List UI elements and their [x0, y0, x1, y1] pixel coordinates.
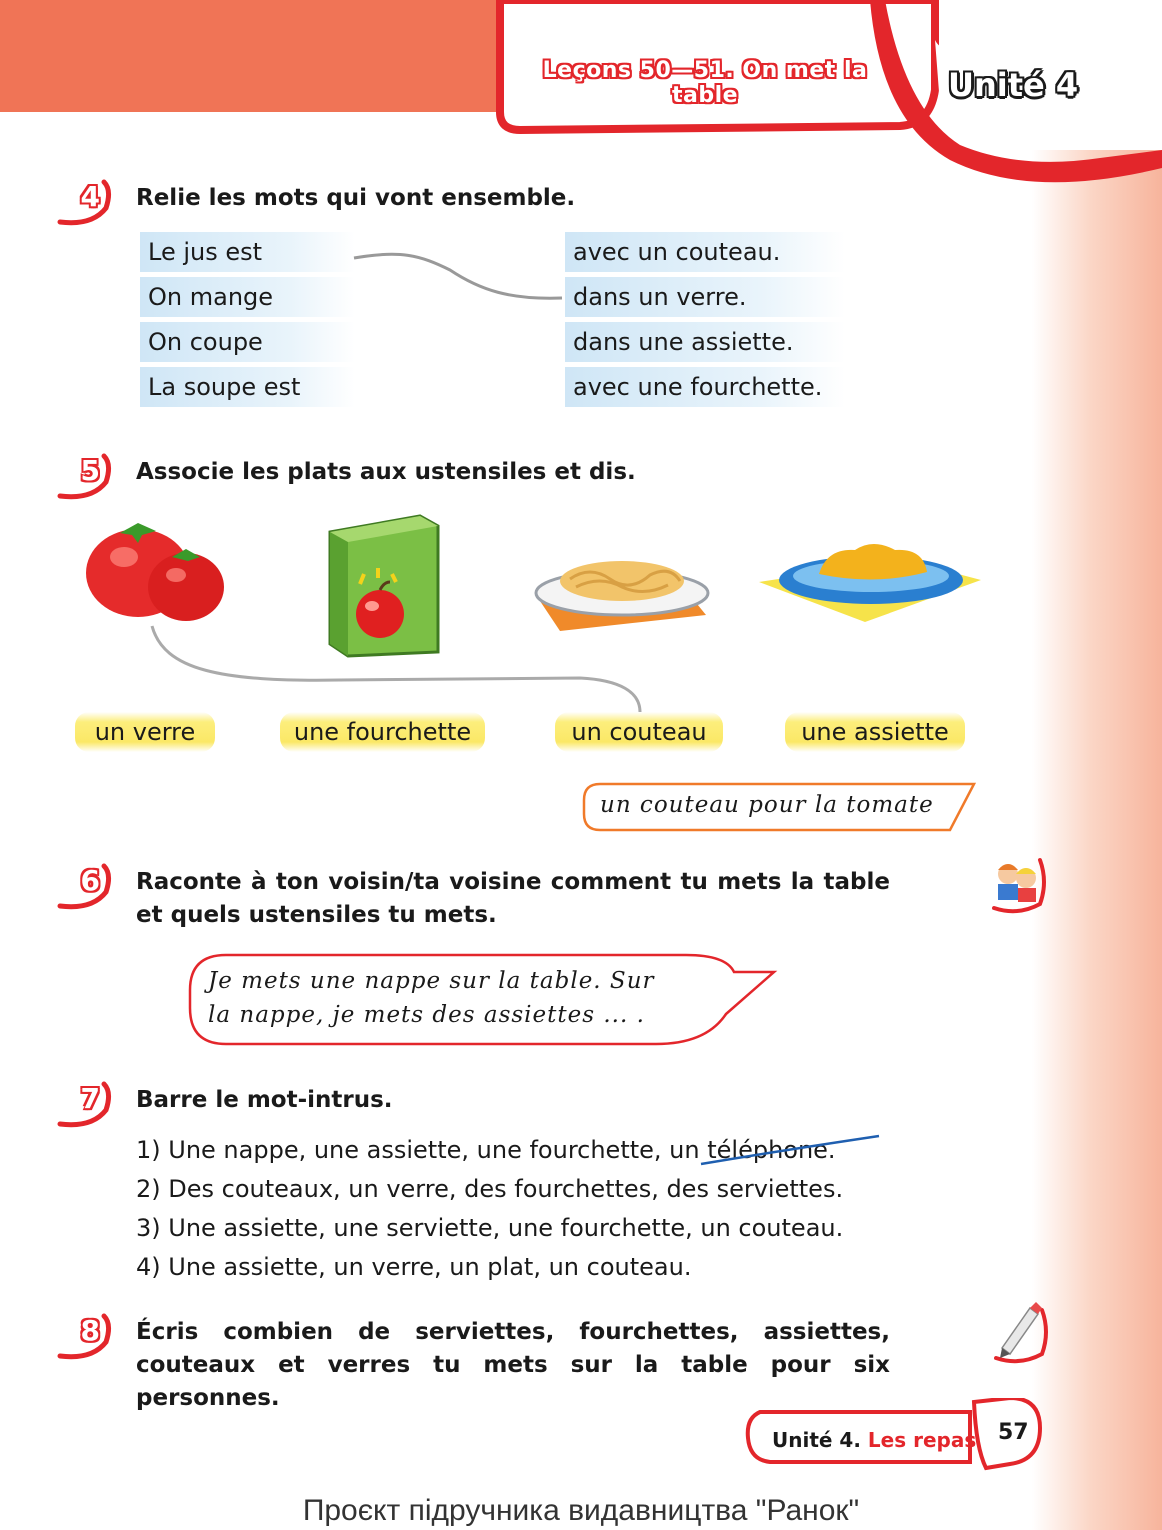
exercise-7-instruction: Barre le mot-intrus.	[136, 1087, 393, 1113]
exercise-8-instruction: Écris combien de serviettes, fourchettes, assiettes, couteaux et verres tu mets sur la table pour six personnes.	[136, 1319, 890, 1411]
match-left-3: On coupe	[140, 322, 355, 362]
pair-work-icon	[988, 852, 1050, 918]
footer-unit-title: Les repas	[867, 1428, 977, 1452]
exercise-5-number: 5	[52, 452, 112, 502]
lesson-title: Leçons 50—51. On met la table	[542, 58, 868, 108]
exercise-4-instruction: Relie les mots qui vont ensemble.	[136, 185, 576, 211]
unit-badge: Unité 4	[948, 66, 1079, 104]
match-right-1: avec un couteau.	[565, 232, 845, 272]
strike-through-mark	[695, 1130, 885, 1170]
intrus-item-2: 2) Des couteaux, un verre, des fourchettes, des serviettes.	[136, 1175, 844, 1203]
match-right-3: dans une assiette.	[565, 322, 845, 362]
intrus-item-4: 4) Une assiette, un verre, un plat, un couteau.	[136, 1253, 692, 1281]
exercise-6-number: 6	[52, 862, 112, 912]
write-pencil-icon	[990, 1300, 1052, 1368]
intrus-item-1: 1) Une nappe, une assiette, une fourchette, un téléphone.	[136, 1136, 836, 1164]
tomatoes-icon	[80, 515, 230, 625]
utensil-label-4: une assiette	[785, 712, 965, 752]
utensil-label-1: un verre	[75, 712, 215, 752]
example-connecting-line-5	[140, 620, 660, 720]
example-answer: un couteau pour la tomate	[600, 792, 934, 818]
utensil-label-3: un couteau	[555, 712, 723, 752]
page-number: 57	[998, 1420, 1029, 1445]
speech-line-2: la nappe, je mets des assiettes ... .	[208, 1002, 645, 1028]
project-note: Проєкт підручника видавництва "Ранок"	[302, 1494, 860, 1527]
exercise-7-number: 7	[52, 1080, 112, 1130]
intrus-item-3: 3) Une assiette, une serviette, une fourchette, un couteau.	[136, 1214, 844, 1242]
footer-unit-label	[772, 1428, 976, 1452]
match-right-4: avec une fourchette.	[565, 367, 845, 407]
exercise-8-number: 8	[52, 1312, 112, 1362]
exercise-5-instruction: Associe les plats aux ustensiles et dis.	[136, 459, 636, 485]
footer-unit-prefix: Unité 4.	[772, 1428, 861, 1452]
utensil-label-2: une fourchette	[280, 712, 485, 752]
speech-line-1: Je mets une nappe sur la table. Sur	[208, 968, 655, 994]
match-left-4: La soupe est	[140, 367, 355, 407]
example-connecting-line-4	[340, 245, 580, 315]
match-left-2: On mange	[140, 277, 355, 317]
puree-plate-icon	[755, 530, 985, 625]
exercise-4-number: 4	[52, 178, 112, 228]
match-left-column	[140, 232, 355, 407]
match-left-1: Le jus est	[140, 232, 355, 272]
speech-bubble-text	[208, 964, 655, 1032]
match-right-column	[565, 232, 845, 407]
match-right-2: dans un verre.	[565, 277, 845, 317]
exercise-6-instruction: Raconte à ton voisin/ta voisine comment tu mets la table et quels ustensiles tu mets.	[136, 869, 890, 928]
